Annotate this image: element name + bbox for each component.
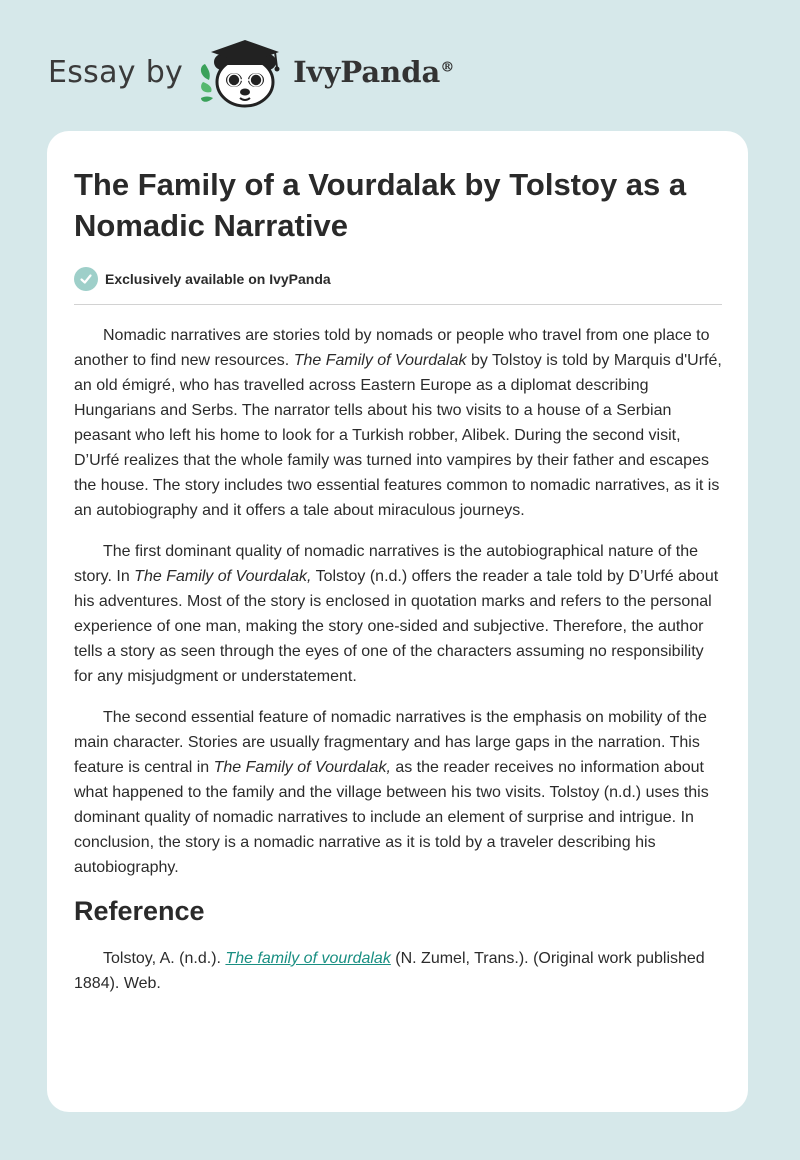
article-card <box>47 131 748 1112</box>
brand-name: IvyPanda® <box>293 55 455 89</box>
panda-graduation-cap-icon <box>197 36 289 108</box>
paragraph-1: Nomadic narratives are stories told by nomads or people who travel from one place to another to find new resources. The Family of Vourdalak by Tolstoy is told by Marquis d'Urfé, an old émigré, who has travelled across Eastern Europe as a diplomat describing Hungarians and Serbs. The narrator tells about his two visits to a house of a Serbian peasant who left his home to look for a Turkish robber, Alibek. During the second visit, D’Urfé realizes that the whole family was turned into vampires by their father and escapes the house. The story includes two essential features common to nomadic narratives, as it is an autobiography and it offers a tale about miraculous journeys. <box>74 327 722 519</box>
exclusive-badge <box>74 267 722 291</box>
paragraph-3: The second essential feature of nomadic narratives is the emphasis on mobility of the main character. Stories are usually fragmentary and has large gaps in the narration. This feature is central in The Family of Vourdalak, as the reader receives no information about what happened to the family and the village between his two visits. Tolstoy (n.d.) uses this dominant quality of nomadic narratives to include an element of surprise and intrigue. In conclusion, the story is a nomadic narrative as it is told by a traveler describing his autobiography. <box>74 709 709 876</box>
page-title: The Family of a Vourdalak by Tolstoy as a Nomadic Narrative <box>74 167 687 243</box>
paragraph-2: The first dominant quality of nomadic narratives is the autobiographical nature of the story. In The Family of Vourdalak, Tolstoy (n.d.) offers the reader a tale told by D’Urfé about his adventures. Most of the story is enclosed in quotation marks and refers to the personal experience of one man, making the story one-sided and subjective. Therefore, the author tells a story as seen through the eyes of one of the characters assuming no responsibility for any misjudgment or understatement. <box>74 543 719 685</box>
reference-link[interactable]: The family of vourdalak <box>225 950 391 967</box>
exclusive-badge-label: Exclusively available on IvyPanda <box>105 271 331 287</box>
work-title: The Family of Vourdalak, <box>213 759 391 776</box>
site-header <box>48 36 454 108</box>
registered-mark: ® <box>440 59 455 76</box>
work-title: The Family of Vourdalak, <box>134 568 312 585</box>
reference-heading: Reference <box>74 896 205 926</box>
ivypanda-logo-link[interactable] <box>197 36 454 108</box>
essay-body <box>74 323 722 880</box>
divider <box>74 304 722 305</box>
reference-entry: Tolstoy, A. (n.d.). The family of vourdalak (N. Zumel, Trans.). (Original work published 1884). Web. <box>74 950 705 992</box>
essay-by-label: Essay by <box>48 54 184 90</box>
check-circle-icon <box>74 267 98 291</box>
work-title: The Family of Vourdalak <box>293 352 467 369</box>
